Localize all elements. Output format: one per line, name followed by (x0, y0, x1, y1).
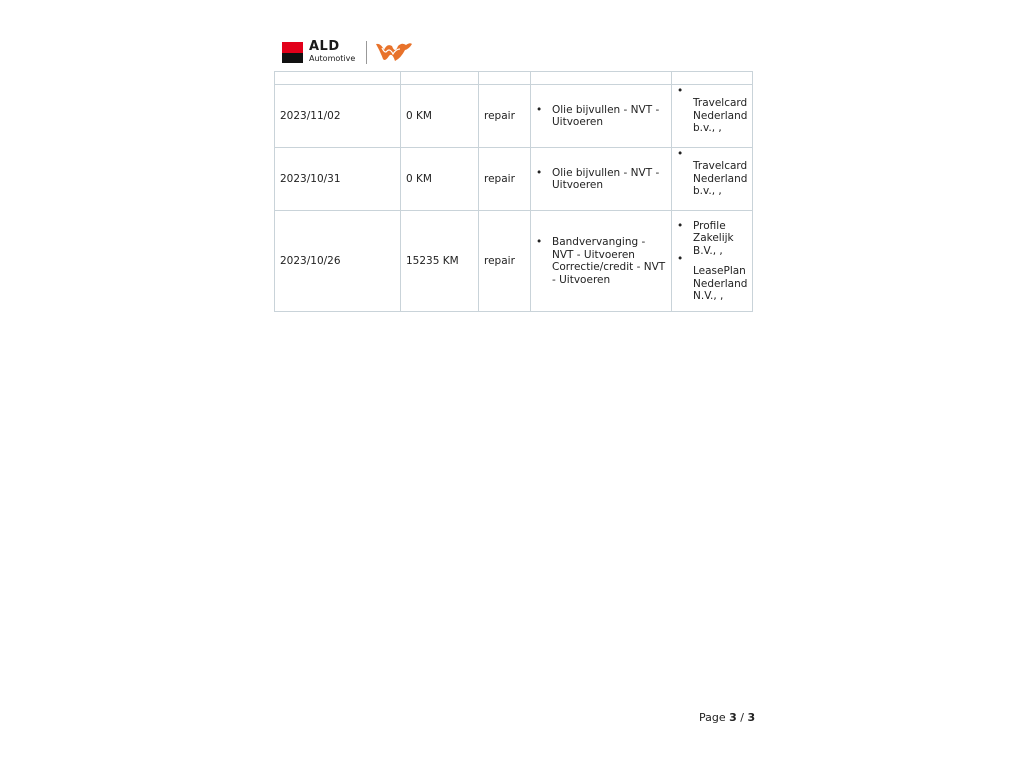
supplier-item: • Travelcard Nederland b.v., , (677, 160, 747, 198)
row-type: repair (479, 211, 531, 312)
row-type: repair (479, 148, 531, 211)
table-row (275, 148, 753, 211)
row-date: 2023/11/02 (275, 85, 401, 148)
supplier-item: • Travelcard Nederland b.v., , (677, 97, 747, 135)
header-cell (672, 72, 753, 85)
row-mileage: 0 KM (401, 85, 479, 148)
page-current: 3 (729, 711, 737, 724)
row-mileage: 0 KM (401, 148, 479, 211)
row-mileage: 15235 KM (401, 211, 479, 312)
page-total: 3 (747, 711, 756, 724)
page-number (699, 711, 755, 724)
activity-item: • Olie bijvullen - NVT - Uitvoeren (536, 104, 666, 129)
row-suppliers (672, 85, 753, 148)
ald-wordmark (309, 40, 355, 64)
row-activities (531, 211, 672, 312)
supplier-item: • LeasePlan Nederland N.V., , (677, 265, 747, 303)
row-suppliers (672, 211, 753, 312)
page-label: Page (699, 711, 726, 724)
row-activities (531, 148, 672, 211)
page-separator: / (740, 711, 745, 724)
brand-name: ALD (309, 39, 340, 54)
ald-logo-icon (282, 42, 303, 63)
table-header-row (275, 72, 753, 85)
partner-wing-logo-icon (374, 40, 414, 64)
header-cell (531, 72, 672, 85)
supplier-item: • Profile Zakelijk B.V., , (677, 220, 747, 258)
row-activities (531, 85, 672, 148)
row-date: 2023/10/26 (275, 211, 401, 312)
logo-divider (366, 41, 367, 64)
row-date: 2023/10/31 (275, 148, 401, 211)
table-row (275, 211, 753, 312)
row-suppliers (672, 148, 753, 211)
table-row (275, 85, 753, 148)
activity-item: • Bandvervanging - NVT - Uitvoeren Correctie/credit - NVT - Uitvoeren (536, 236, 666, 286)
header-cell (275, 72, 401, 85)
activity-item: • Olie bijvullen - NVT - Uitvoeren (536, 167, 666, 192)
row-type: repair (479, 85, 531, 148)
header-cell (479, 72, 531, 85)
header-cell (401, 72, 479, 85)
brand-subtitle: Automotive (309, 54, 356, 63)
service-history-table (274, 71, 753, 312)
